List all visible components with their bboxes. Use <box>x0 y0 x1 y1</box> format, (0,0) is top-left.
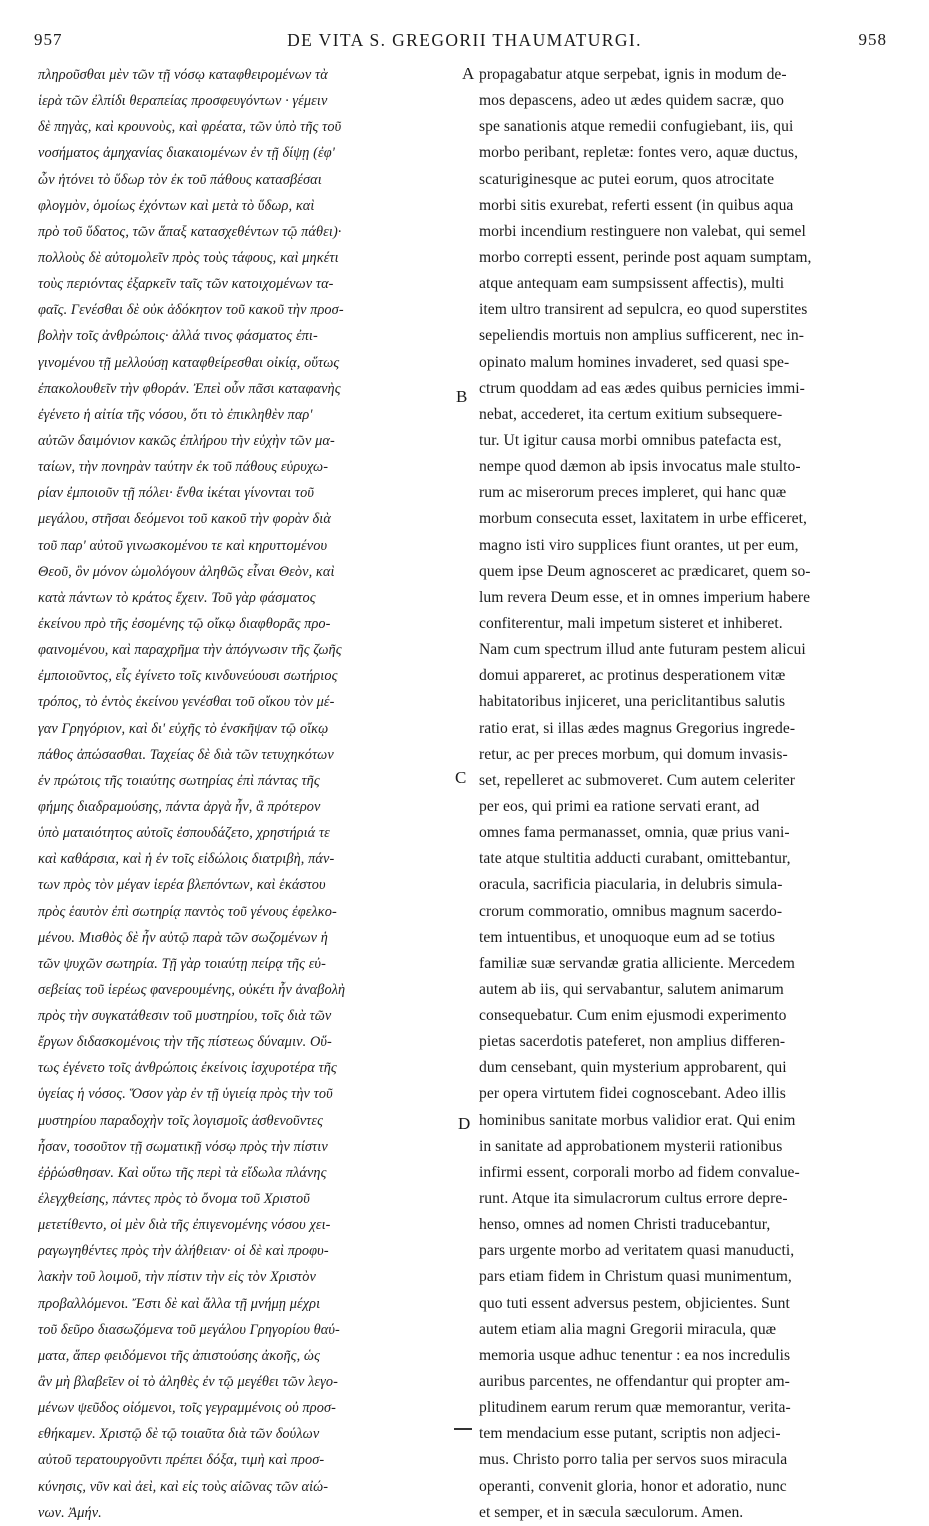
latin-text-line: nempe quod dæmon ab ipsis invocatus male stulto- <box>479 458 801 476</box>
latin-text-line: magno isti viro supplices fiunt orantes, ut per eum, <box>479 536 799 554</box>
latin-text-line: sepeliendis mortuis non amplius sufficerent, nec in- <box>479 327 804 345</box>
latin-text-line: hominibus sanitate morbus validior erat. Qui enim <box>479 1111 796 1129</box>
running-header <box>0 30 929 56</box>
latin-text-line: tem mendacium esse putant, scriptis non adjeci- <box>479 1425 781 1443</box>
latin-text-line: Nam cum spectrum illud ante futuram pestem alicui <box>479 641 806 659</box>
greek-text-line: τῶν ψυχῶν σωτηρία. Τῇ γὰρ τοιαύτῃ πείρᾳ τῆς εὐ- <box>38 955 326 972</box>
greek-text-line: ἐλεγχθείσης, πάντες πρὸς τὸ ὄνομα τοῦ Χριστοῦ <box>38 1191 310 1208</box>
latin-text-line: auribus parcentes, ne offendantur qui propter am- <box>479 1373 790 1391</box>
greek-text-line: αὐτῶν δαιμόνιον κακῶς ἐπλήρου τὴν εὐχὴν τῶν μα- <box>38 432 335 449</box>
latin-text-line: et semper, et in sæcula sæculorum. Amen. <box>479 1503 744 1521</box>
latin-text-line: omnes fama permanasset, omnia, quæ prius vani- <box>479 824 790 842</box>
greek-text-line: πρὸς τὴν συγκατάθεσιν τοῦ μυστηρίου, τοῖς διὰ τῶν <box>38 1008 332 1025</box>
greek-text-line: των πρὸς τὸν μέγαν ἱερέα βλεπόντων, καὶ ἑκάστου <box>38 877 326 894</box>
latin-text-line: habitatoribus injiceret, una periclitantibus salutis <box>479 693 786 711</box>
greek-text-line: λακὴν τοῦ λοιμοῦ, τὴν πίστιν τὴν εἰς τὸν Χριστὸν <box>38 1269 316 1286</box>
greek-text-line: ἔργων διδασκομένοις τὴν τῆς πίστεως δύναμιν. Οὕ- <box>38 1034 332 1051</box>
latin-text-line: familiæ suæ servandæ gratia alliciente. Mercedem <box>479 954 795 972</box>
greek-text-line: πληροῦσθαι μὲν τῶν τῇ νόσῳ καταφθειρομένων τὰ <box>38 67 328 83</box>
latin-text-column <box>479 62 892 1526</box>
latin-text-line: memoria usque adhuc tenentur : ea nos incredulis <box>479 1346 791 1364</box>
greek-text-line: πολλοὺς δὲ αὐτομολεῖν πρὸς τοὺς τάφους, καὶ μηκέτι <box>38 249 339 266</box>
greek-text-line: φαινομένου, καὶ παραχρῆμα τὴν ἀπόγνωσιν τῆς ζωῆς <box>38 642 342 659</box>
greek-text-line: δὲ πηγὰς, καὶ κρουνοὺς, καὶ φρέατα, τῶν ὑπὸ τῆς τοῦ <box>38 119 342 136</box>
margin-marker-d: D <box>458 1114 471 1133</box>
greek-text-line: ἐμποιοῦντος, εἷς ἐγίνετο τοῖς κινδυνεύουσι σωτήριος <box>38 668 338 685</box>
latin-text-line: item ultro transirent ad sepulcra, eo quod superstites <box>479 301 808 319</box>
latin-text-line: lum revera Deum esse, et in omnes imperium habere <box>479 588 811 606</box>
margin-marker-b: B <box>456 387 468 406</box>
greek-text-line: φλογμὸν, ὁμοίως ἐχόντων καὶ μετὰ τὸ ὕδωρ, καὶ <box>38 197 315 214</box>
running-title: DE VITA S. GREGORII THAUMATURGI. <box>287 30 642 50</box>
greek-text-line: τοὺς περιόντας ἐξαρκεῖν ταῖς τῶν κατοιχομένων τα- <box>38 276 334 293</box>
greek-text-line: αὐτοῦ τερατουργοῦντι πρέπει δόξα, τιμὴ καὶ προσ- <box>38 1452 325 1469</box>
latin-text-line: atque antequam eam sumpsissent affectis), multi <box>479 275 785 293</box>
greek-text-line: προβαλλόμενοι. Ἔστι δὲ καὶ ἄλλα τῇ μνήμῃ μέχρι <box>38 1295 321 1312</box>
latin-text-line: propagabatur atque serpebat, ignis in modum de- <box>479 66 787 83</box>
latin-text-line: oracula, sacrificia piacularia, in delubris simula- <box>479 876 783 894</box>
latin-text-line: pars etiam fidem in Christum quasi munimentum, <box>479 1268 792 1286</box>
latin-text-line: scaturiginesque ac putei eorum, quos atrocitate <box>479 170 775 188</box>
latin-text-line: domui appareret, ac protinus desperationem vitæ <box>479 667 786 685</box>
greek-text-line: εθήκαμεν. Χριστῷ δὲ τῷ τοιαῦτα διὰ τῶν δούλων <box>38 1426 320 1443</box>
greek-text-line: ὧν ἠτόνει τὸ ὕδωρ τὸν ἐκ τοῦ πάθους κατασβέσαι <box>38 171 322 188</box>
greek-text-line: νοσήματος ἀμηχανίας διακαιομένων ἐν τῇ δίψῃ (ἐφ' <box>38 145 335 162</box>
latin-text-line: operanti, convenit gloria, honor et adoratio, nunc <box>479 1477 787 1495</box>
latin-text-line: mus. Christo porro talia per servos suos miracula <box>479 1451 788 1469</box>
greek-text-column <box>38 62 458 1526</box>
latin-text-line: morbi incendium restinguere non valebat, qui semel <box>479 222 806 240</box>
greek-text-line: φήμης διαδραμούσης, πάντα ἀργὰ ἦν, ἃ πρότερον <box>38 798 321 815</box>
latin-text-line: plitudinem earum rerum quæ memorantur, verita- <box>479 1399 791 1417</box>
greek-text-line: γαν Γρηγόριον, καὶ δι' εὐχῆς τὸ ἐνσκῆψαν τῷ οἴκῳ <box>38 720 329 737</box>
greek-text-line: ραγωγηθέντες πρὸς τὴν ἀλήθειαν· οἱ δὲ καὶ προφυ- <box>38 1243 329 1260</box>
greek-text-line: νων. Ἀμήν. <box>38 1504 102 1521</box>
latin-text-line: dum censebant, quin mysterium approbarent, qui <box>479 1059 787 1077</box>
greek-text-line: τοῦ παρ' αὐτοῦ γινωσκομένου τε καὶ κηρυττομένου <box>38 537 328 554</box>
latin-text-line: quem ipse Deum agnosceret ac prædicaret, quem so- <box>479 562 811 580</box>
greek-text-line: ὑγείας ἡ νόσος. Ὅσον γὰρ ἐν τῇ ὑγιείᾳ πρὸς τὴν τοῦ <box>38 1086 333 1103</box>
latin-text-line: set, repelleret ac submoveret. Cum autem celeriter <box>479 771 795 789</box>
latin-text-line: autem ab iis, qui servabantur, salutem animarum <box>479 980 784 998</box>
latin-text-line: in sanitate ad approbationem mysterii rationibus <box>479 1137 783 1155</box>
greek-text-line: γινομένου τῇ μελλούσῃ καταφθείρεσθαι οἰκίᾳ, οὕτως <box>38 354 340 371</box>
greek-text-line: ἐκείνου πρὸ τῆς ἐσομένης τῷ οἴκῳ διαφθορᾶς προ- <box>38 615 331 632</box>
greek-text-line: βολὴν τοῖς ἀνθρώποις· ἀλλά τινος φάσματος ἐπι- <box>38 328 318 345</box>
greek-text-line: ἂν μὴ βλαβεῖεν οἱ τὸ ἀληθὲς ἐν τῷ μεγέθει τῶν λεγο- <box>38 1374 338 1391</box>
latin-text-line: runt. Atque ita simulacrorum cultus errore depre- <box>479 1190 788 1208</box>
latin-text-line: quo tuti essent adversus pestem, objicientes. Sunt <box>479 1294 790 1312</box>
greek-text-line: πρὸς ἑαυτὸν ἐπὶ σωτηρίᾳ παντὸς τοῦ γένους ἐφελκο- <box>38 903 337 920</box>
latin-text-line: consequebatur. Cum enim ejusmodi experimento <box>479 1007 787 1025</box>
latin-text-line: ctrum quoddam ad eas ædes quibus pernicies immi- <box>479 379 805 397</box>
latin-text-line: tem intuentibus, et unoquoque eum ad se totius <box>479 928 775 946</box>
greek-text-line: ἱερὰ τῶν ἐλπίδι θεραπείας προσφευγόντων · γέμειν <box>38 93 328 110</box>
greek-text-line: σεβείας τοῦ ἱερέως φανερουμένης, οὐκέτι ἦν ἀναβολὴ <box>38 981 346 998</box>
greek-text-line: μένου. Μισθὸς δὲ ἦν αὐτῷ παρὰ τῶν σωζομένων ἡ <box>38 929 328 946</box>
latin-text-line: rum ac miserorum preces impleret, qui hanc quæ <box>479 484 787 502</box>
greek-text-line: τρόπος, τὸ ἐντὸς ἐκείνου γενέσθαι τοῦ οἴκου τὸν μέ- <box>38 694 335 711</box>
latin-text-line: pars urgente morbo ad veritatem quasi manuducti, <box>479 1242 795 1260</box>
margin-marker-c: C <box>455 768 467 787</box>
greek-text-line: ταίων, τὴν πονηρὰν ταύτην ἐκ τοῦ πάθους εὐρυχω- <box>38 459 329 476</box>
greek-text-line: πρὸ τοῦ ὕδατος, τῶν ἅπαξ κατασχεθέντων τῷ πάθει)· <box>38 223 342 240</box>
greek-text-line: Θεοῦ, ὃν μόνον ὡμολόγουν ἀληθῶς εἶναι Θεὸν, καὶ <box>38 563 335 580</box>
latin-text-line: pietas sacerdotis pateferet, non amplius differen- <box>479 1033 786 1051</box>
greek-text-line: ἦσαν, τοσοῦτον τῇ σωματικῇ νόσῳ πρὸς τὴν πίστιν <box>38 1138 328 1155</box>
latin-text-line: nebat, accederet, ita certum exitium subsequere- <box>479 405 783 423</box>
latin-text-line: infirmi essent, corporali morbo ad fidem convalue- <box>479 1163 800 1181</box>
page-number-right: 958 <box>858 30 887 49</box>
greek-text-line: κύνησις, νῦν καὶ ἀεὶ, καὶ εἰς τοὺς αἰῶνας τῶν αἰώ- <box>38 1478 329 1495</box>
latin-text-line: henso, omnes ad nomen Christi traducebantur, <box>479 1216 771 1234</box>
closing-dash-rule <box>454 1428 472 1430</box>
latin-text-line: morbi sitis exurebat, referti essent (in quibus aqua <box>479 196 794 214</box>
greek-text-line: ματα, ἅπερ φειδόμενοι τῆς ἀπιστούσης ἀκοῆς, ὡς <box>38 1347 321 1364</box>
latin-text-line: morbum consecuta esset, laxitatem in urbe efficeret, <box>479 510 807 528</box>
greek-text-line: φαῖς. Γενέσθαι δὲ οὐκ ἀδόκητον τοῦ κακοῦ τὴν προσ- <box>38 302 344 319</box>
latin-text-line: spe sanationis atque remedii confugiebant, iis, qui <box>479 118 794 136</box>
latin-text-line: confiterentur, mali impetum sisteret et inhiberet. <box>479 614 783 632</box>
latin-text-line: per eos, qui primi ea ratione servati erant, ad <box>479 797 760 815</box>
margin-marker-a: A <box>462 64 475 83</box>
latin-text-line: autem etiam alia magni Gregorii miracula, quæ <box>479 1320 777 1338</box>
greek-text-line: μένων ψεῦδος οἰόμενοι, τοῖς γεγραμμένοις οὐ προσ- <box>38 1400 336 1417</box>
greek-text-line: κατὰ πάντων τὸ κράτος ἔχειν. Τοῦ γὰρ φάσματος <box>38 589 316 606</box>
greek-text-line: πάθος ἀπώσασθαι. Ταχείας δὲ διὰ τῶν τετυχηκότων <box>38 746 334 763</box>
page-number-left: 957 <box>34 30 63 49</box>
latin-text-line: tate atque stultitia adducti curabant, omittebantur, <box>479 850 791 868</box>
greek-text-line: τως ἐγένετο τοῖς ἀνθρώποις ἐκείνοις ἰσχυροτέρα τῆς <box>38 1060 337 1077</box>
greek-text-line: μεγάλου, στῆσαι δεόμενοι τοῦ κακοῦ τὴν φορὰν διὰ <box>38 511 331 528</box>
latin-text-line: tur. Ut igitur causa morbi omnibus patefacta est, <box>479 431 782 449</box>
latin-text-line: mos depascens, adeo ut ædes quidem sacræ, quo <box>479 92 784 110</box>
greek-text-line: τοῦ δεῦρο διασωζόμενα τοῦ μεγάλου Γρηγορίου θαύ- <box>38 1321 340 1338</box>
greek-text-line: ἐγένετο ἡ αἰτία τῆς νόσου, ὅτι τὸ ἐπικληθὲν παρ' <box>38 406 313 423</box>
greek-text-line: ἐῤῥώσθησαν. Καὶ οὕτω τῆς περὶ τὰ εἴδωλα πλάνης <box>38 1164 327 1181</box>
latin-text-line: crorum commoratio, omnibus magnum sacerdo- <box>479 902 783 920</box>
greek-text-line: ἐπακολουθεῖν τὴν φθοράν. Ἐπεὶ οὖν πᾶσι καταφανὴς <box>38 380 341 397</box>
latin-text-line: morbo correpti essent, perinde post aquam sumptam, <box>479 248 812 266</box>
greek-text-line: μετετίθεντο, οἱ μὲν διὰ τῆς ἐπιγενομένης νόσου χει- <box>38 1217 331 1234</box>
greek-text-line: ἐν πρώτοις τῆς τοιαύτης σωτηρίας ἐπὶ πάντας τῆς <box>38 772 320 789</box>
greek-text-line: ρίαν ἐμποιοῦν τῇ πόλει· ἔνθα ἱκέται γίνονται τοῦ <box>38 485 314 502</box>
latin-text-line: per opera virtutem fidei cognoscebant. Adeo illis <box>479 1085 786 1103</box>
latin-text-line: morbo peribant, repletæ: fontes vero, aquæ ductus, <box>479 144 799 162</box>
latin-text-line: opinato malum homines invaderet, sed quasi spe- <box>479 353 790 371</box>
greek-text-line: ὑπὸ ματαιότητος αὐτοῖς ἐσπουδάζετο, χρηστήριά τε <box>38 825 330 842</box>
latin-text-line: ratio erat, si illas ædes magnus Gregorius ingrede- <box>479 719 796 737</box>
greek-text-line: μυστηρίου παραδοχὴν τοῖς λογισμοῖς ἀσθενοῦντες <box>38 1112 324 1129</box>
latin-text-line: retur, ac per preces morbum, qui domum invasis- <box>479 745 788 763</box>
greek-text-line: καὶ καθάρσια, καὶ ἡ ἐν τοῖς εἰδώλοις διατριβὴ, πάν- <box>38 851 335 868</box>
